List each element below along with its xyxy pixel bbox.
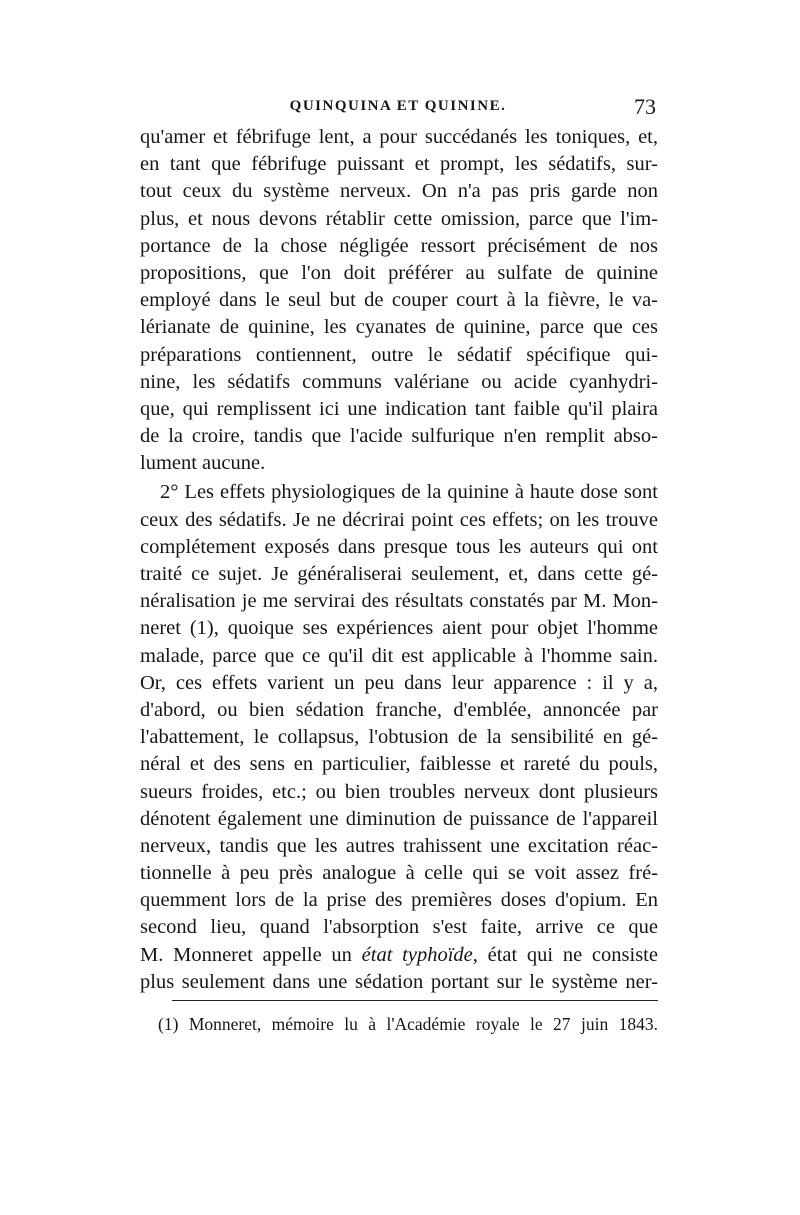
text-line: tionnelle à peu près analogue à celle qui se voit assez fré- bbox=[140, 862, 658, 885]
running-title: QUINQUINA ET QUININE. bbox=[289, 98, 507, 114]
footnote: (1) Monneret, mémoire lu à l'Académie royale le 27 juin 1843. bbox=[158, 1014, 658, 1034]
footnote-rule bbox=[172, 1000, 658, 1001]
text-line: l'abattement, le collapsus, l'obtusion de la sensibilité en gé- bbox=[140, 726, 658, 749]
text-line: nine, les sédatifs communs valériane ou acide cyanhydri- bbox=[140, 370, 658, 393]
text-line: dénotent également une diminution de puissance de l'appareil bbox=[140, 807, 658, 830]
text-line: tout ceux du système nerveux. On n'a pas pris garde non bbox=[140, 180, 658, 203]
text-line: second lieu, quand l'absorption s'est faite, arrive ce que bbox=[140, 916, 658, 939]
paragraph-1 bbox=[140, 124, 658, 477]
text-line: quemment lors de la prise des premières doses d'opium. En bbox=[140, 889, 658, 912]
text-line: complétement exposés dans presque tous les auteurs qui ont bbox=[140, 535, 658, 558]
text-line: Or, ces effets varient un peu dans leur apparence : il y a, bbox=[140, 671, 658, 694]
text-line: lument aucune. bbox=[140, 452, 266, 475]
text-line: qu'amer et fébrifuge lent, a pour succédanés les toniques, et, bbox=[140, 126, 658, 148]
text-line: 2° Les effets physiologiques de la quinine à haute dose sont bbox=[160, 481, 658, 504]
text-line: de la croire, tandis que l'acide sulfurique n'en remplit abso- bbox=[140, 425, 658, 448]
text-line: sueurs froides, etc.; ou bien troubles nerveux dont plusieurs bbox=[140, 780, 658, 803]
text-line: propositions, que l'on doit préférer au sulfate de quinine bbox=[140, 261, 658, 284]
body-text bbox=[140, 124, 658, 996]
text-line: néralisation je me servirai des résultats constatés par M. Mon- bbox=[140, 590, 658, 613]
text-line: neret (1), quoique ses expériences aient pour objet l'homme bbox=[140, 617, 658, 640]
text-line: employé dans le seul but de couper court à la fièvre, le va- bbox=[140, 289, 658, 312]
text-line: ceux des sédatifs. Je ne décrirai point ces effets; on les trouve bbox=[140, 508, 658, 531]
text-line: traité ce sujet. Je généraliserai seulement, et, dans cette gé- bbox=[140, 563, 658, 585]
text-line: néral et des sens en particulier, faiblesse et rareté du pouls, bbox=[140, 753, 658, 776]
text-fragment: M. Monneret appelle un bbox=[140, 943, 362, 966]
text-line: portance de la chose négligée ressort précisément de nos bbox=[140, 234, 658, 257]
text-line: lérianate de quinine, les cyanates de quinine, parce que ces bbox=[140, 316, 658, 339]
text-line: malade, parce que ce qu'il dit est applicable à l'homme sain. bbox=[140, 644, 658, 667]
text-fragment: état qui ne consiste bbox=[477, 943, 658, 966]
text-line-typhoid bbox=[140, 942, 658, 969]
text-line: d'abord, ou bien sédation franche, d'emblée, annoncée par bbox=[140, 698, 658, 721]
text-line: nerveux, tandis que les autres trahissent une excitation réac- bbox=[140, 834, 658, 857]
text-line: plus, et nous devons rétablir cette omission, parce que l'im- bbox=[140, 207, 658, 230]
text-line: en tant que fébrifuge puissant et prompt, les sédatifs, sur- bbox=[140, 153, 658, 176]
text-line: que, qui remplissent ici une indication tant faible qu'il plaira bbox=[140, 397, 658, 420]
page-number: 73 bbox=[634, 94, 656, 119]
text-line: préparations contiennent, outre le sédatif spécifique qui- bbox=[140, 343, 658, 366]
italic-term: état typhoïde, bbox=[361, 943, 478, 966]
text-line: plus seulement dans une sédation portant sur le système ner- bbox=[140, 970, 658, 993]
running-head bbox=[140, 94, 656, 122]
paragraph-2 bbox=[140, 479, 658, 996]
